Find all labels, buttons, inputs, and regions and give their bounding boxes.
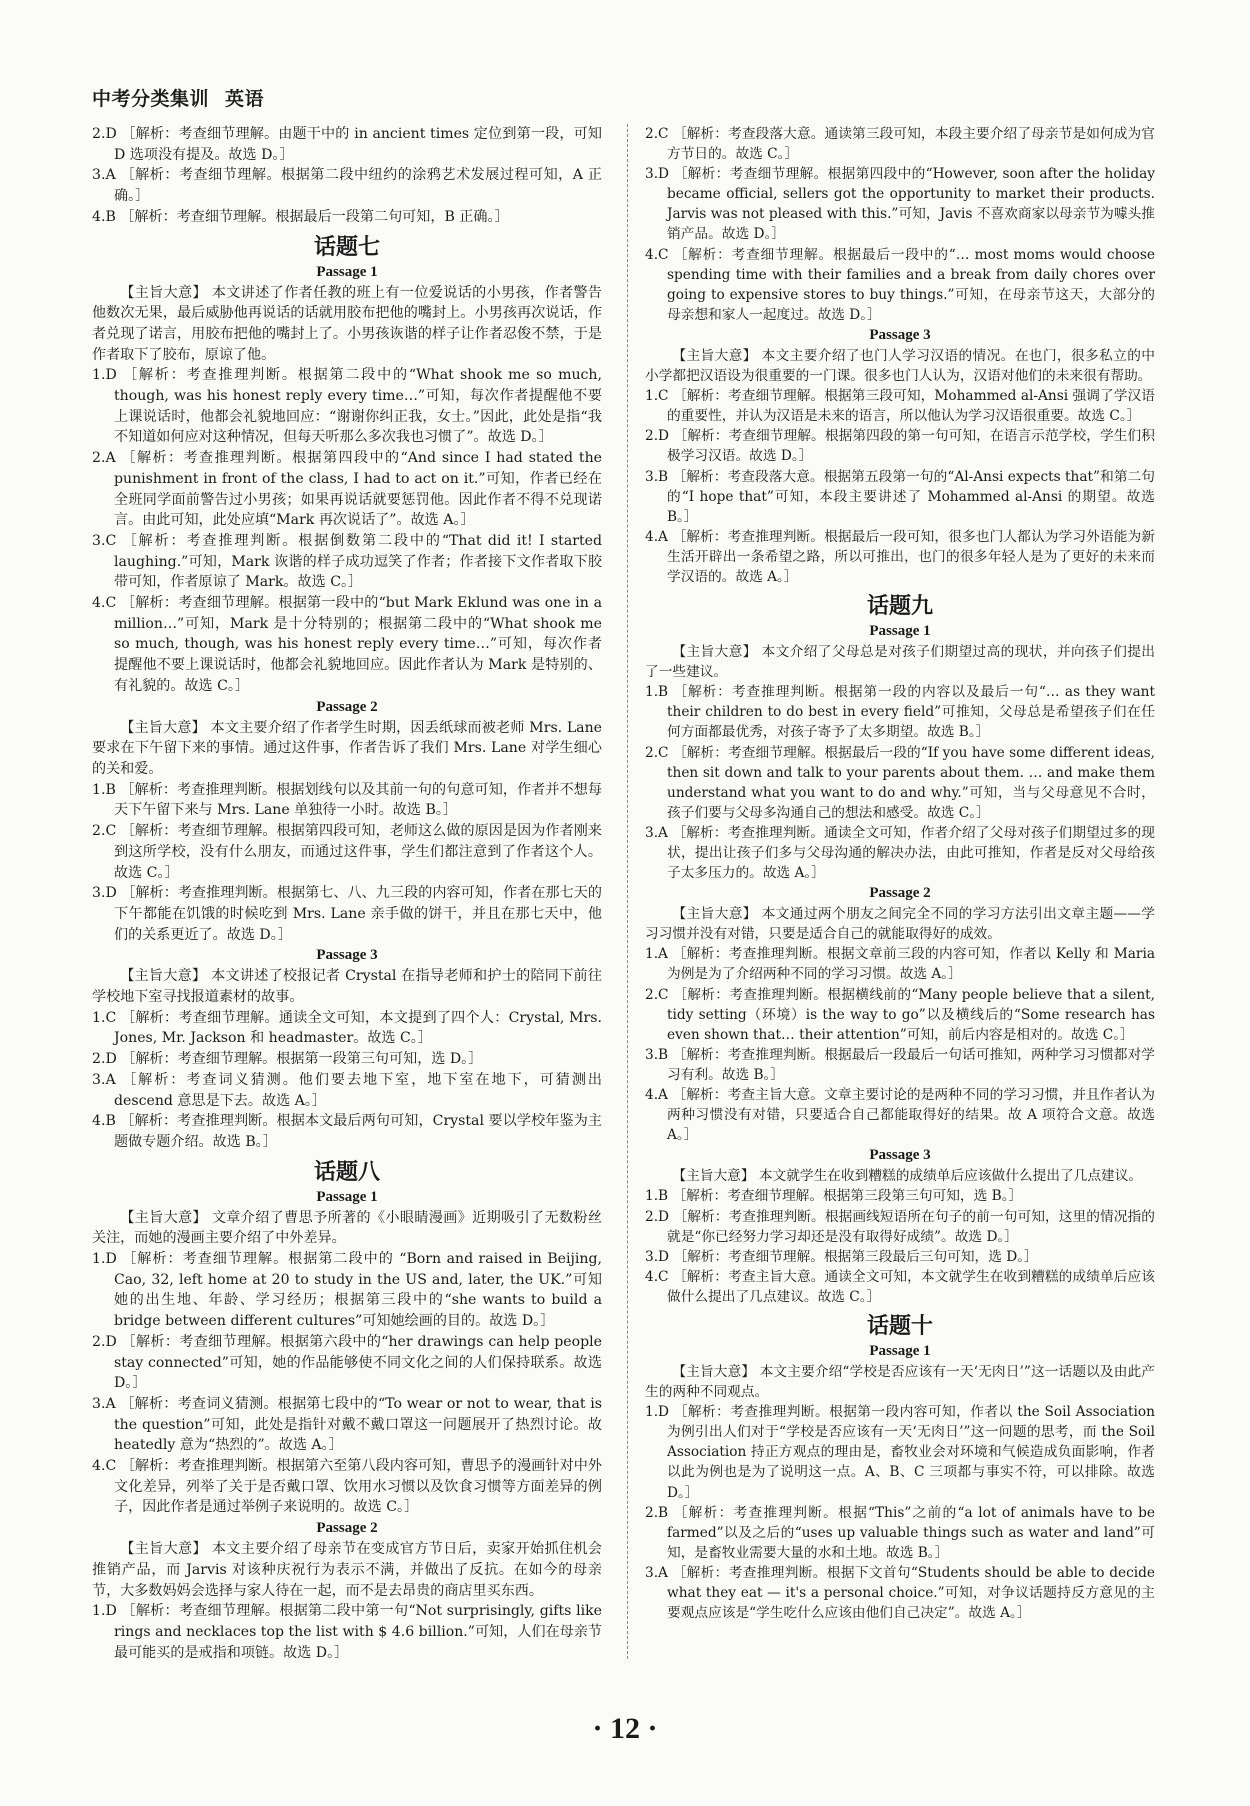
- answer-item: 2.C ［解析：考查推理判断。根据横线前的“Many people believe that a silent, tidy setting（环境）is the way to go”以及横线后的“Some research has even shown that… their attention”可知，前后内容是相对的。故选 C。］: [645, 986, 1155, 1043]
- answer-item: 4.A ［解析：考查主旨大意。文章主要讨论的是两种不同的学习习惯，并且作者认为两种习惯没有对错，只要适合自己都能取得好的结果。故 A 项符合文意。故选 A。］: [645, 1087, 1155, 1144]
- answer-item: 3.A ［解析：考查细节理解。根据第二段中纽约的涂鸦艺术发展过程可知，A 正确。］: [92, 167, 602, 205]
- answer-item: 1.B ［解析：考查推理判断。根据划线句以及其前一句的句意可知，作者并不想每天下午留下来与 Mrs. Lane 单独待一小时。故选 B。］: [92, 781, 602, 819]
- answer-item: 3.D ［解析：考查细节理解。根据第四段中的“However, soon after the holiday became official, sellers got the opportunity to market their products. Jarvis was not pleased with this.”可知，Javis 不喜欢商家以母亲节为噱头推销产品。故选 D。］: [645, 166, 1155, 243]
- answer-item: 3.A ［解析：考查词义猜测。根据第七段中的“To wear or not to wear, that is the question”可知，此处是指针对戴不戴口罩这一问题展开了热烈讨论。故 heatedly 意为“热烈的”。故选 A。］: [92, 1395, 602, 1454]
- passage-heading: Passage 1: [316, 1188, 378, 1205]
- main-idea-paragraph: 【主旨大意】 本文就学生在收到糟糕的成绩单后应该做什么提出了几点建议。: [672, 1168, 1143, 1185]
- answer-item: 2.D ［解析：考查细节理解。根据第一段第三句可知，选 D。］: [92, 1051, 483, 1068]
- answer-item: 4.A ［解析：考查推理判断。根据最后一段可知，很多也门人都认为学习外语能为新生活开辟出一条希望之路，所以可推出，也门的很多年轻人是为了更好的未来而学汉语的。故选 A。］: [645, 528, 1155, 585]
- answer-item: 1.D ［解析：考查细节理解。根据第二段中第一句“Not surprisingly, gifts like rings and necklaces top the list with $ 4.6 billion.”可知，人们在母亲节最可能买的是戒指和项链。故选 D。］: [92, 1603, 602, 1661]
- answer-item: 4.C ［解析：考查细节理解。根据第一段中的“but Mark Eklund was one in a million…”可知，Mark 是十分特别的；根据第二段中的“What shook me so much, though, was his honest reply every time…”可知，每次作者提醒他不要上课说话时，他都会礼貌地回应。因此作者认为 Mark 是特别的、有礼貌的。故选 C。］: [92, 595, 602, 694]
- passage-heading: Passage 2: [869, 885, 931, 902]
- answer-item: 2.D ［解析：考查细节理解。由题干中的 in ancient times 定位到第一段，可知 D 选项没有提及。故选 D。］: [92, 126, 602, 163]
- answer-item: 1.C ［解析：考查细节理解。通读全文可知，本文提到了四个人：Crystal, Mrs. Jones, Mr. Jackson 和 headmaster。故选 C。］: [92, 1009, 602, 1047]
- left-column: [92, 124, 602, 1663]
- answer-item: 3.A ［解析：考查推理判断。通读全文可知，作者介绍了父母对孩子们期望过多的现状，提出让孩子们多与父母沟通的解决办法，由此可推知，作者是反对父母给孩子太多压力的。故选 A。］: [645, 824, 1155, 882]
- answer-item: 1.C ［解析：考查细节理解。根据第三段可知，Mohammed al-Ansi 强调了学汉语的重要性，并认为汉语是未来的语言，所以他认为学习汉语很重要。故选 C。］: [645, 388, 1155, 425]
- answer-item: 2.C ［解析：考查细节理解。根据最后一段的“If you have some different ideas, then sit down and talk to your parents about them. … and make them understand what you want to do and why.”可知，当与父母意见不合时，孩子们要与父母多沟通自己的想法和感受。故选 C。］: [645, 744, 1155, 821]
- topic-heading: 话题七: [313, 233, 380, 260]
- answer-item: 3.D ［解析：考查细节理解。根据第三段最后三句可知，选 D。］: [645, 1248, 1038, 1265]
- answer-item: 2.A ［解析：考查推理判断。根据第四段中的“And since I had stated the punishment in front of the class, I had to act on it.”可知，作者已经在全班同学面前警告过小男孩；如果再说话就要惩罚他。因此作者不得不兑现诺言。由此可知，此处应填“Mark 再次说话了”。故选 A。］: [92, 450, 602, 529]
- answer-item: 1.B ［解析：考查推理判断。根据第一段的内容以及最后一句“… as they want their children to do best in every field”可推知，父母总是希望孩子们在任何方面都最优秀，对孩子寄予了太多期望。故选 B。］: [645, 684, 1155, 741]
- passage-heading: Passage 2: [316, 698, 378, 715]
- topic-heading: 话题九: [866, 593, 933, 620]
- answer-item: 4.C ［解析：考查细节理解。根据最后一段中的“… most moms would choose spending time with their families and a break from daily chores over going to expensive stores to buy things.”可知，在母亲节这天，大部分的母亲想和家人一起度过。故选 D。］: [645, 246, 1155, 323]
- right-column: [645, 124, 1155, 1623]
- answer-item: 3.B ［解析：考查段落大意。根据第五段第一句的“Al-Ansi expects that”和第二句的“I hope that”可知，本段主要讲述了 Mohammed al-Ansi 的期望。故选 B。］: [645, 468, 1155, 525]
- answer-item: 1.D ［解析：考查细节理解。根据第二段中的 “Born and raised in Beijing, Cao, 32, left home at 20 to study in the US and, later, the UK.”可知她的出生地、年龄、学习经历；根据第三段中的“she wants to build a bridge between different cultures”可知她绘画的目的。故选 D。］: [92, 1251, 602, 1330]
- answer-item: 1.D ［解析：考查推理判断。根据第一段内容可知，作者以 the Soil Association 为例引出人们对于“学校是否应该有一天‘无肉日’”这一问题的思考，而 the Soil Association 持正方观点的理由是，畜牧业会对环境和气候造成负面影响，作者以此为例也是为了说明这一点。A、B、C 三项都与事实不符，可以排除。故选 D。］: [645, 1404, 1155, 1501]
- main-idea-paragraph: 【主旨大意】 本文主要介绍了也门人学习汉语的情况。在也门，很多私立的中小学都把汉语设为很重要的一门课。很多也门人认为，汉语对他们的未来很有帮助。: [645, 347, 1155, 385]
- answer-item: 3.A ［解析：考查推理判断。根据下文首句“Students should be able to decide what they eat — it's a personal choice.”可知，对争议话题持反方意见的主要观点应该是“学生吃什么应该由他们自己决定”。故选 A。］: [645, 1564, 1155, 1622]
- main-idea-paragraph: 【主旨大意】 本文主要介绍了作者学生时期，因丢纸球而被老师 Mrs. Lane 要求在下午留下来的事情。通过这件事，作者告诉了我们 Mrs. Lane 对学生细心的关和爱。: [92, 719, 602, 777]
- book-title: 中考分类集训: [92, 88, 210, 110]
- answer-item: 2.D ［解析：考查细节理解。根据第六段中的“her drawings can help people stay connected”可知，她的作品能够使不同文化之间的人们保持联系。故选 D。］: [92, 1333, 602, 1392]
- answer-item: 3.B ［解析：考查推理判断。根据最后一段最后一句话可推知，两种学习习惯都对学习有利。故选 B。］: [645, 1046, 1155, 1083]
- page-number: · 12 ·: [592, 1712, 658, 1745]
- answer-item: 2.B ［解析：考查推理判断。根据“This”之前的“a lot of animals have to be farmed”以及之后的“uses up valuable things such as water and land”可知，是畜牧业需要大量的水和土地。故选 B。］: [645, 1504, 1155, 1561]
- answer-item: 2.C ［解析：考查段落大意。通读第三段可知，本段主要介绍了母亲节是如何成为官方节日的。故选 C。］: [645, 126, 1155, 163]
- main-idea-paragraph: 【主旨大意】 本文通过两个朋友之间完全不同的学习方法引出文章主题——学习习惯并没有对错，只要是适合自己的就能取得好的成效。: [645, 906, 1155, 943]
- answer-item: 3.C ［解析：考查推理判断。根据倒数第二段中的“That did it! I started laughing.”可知，Mark 诙谐的样子成功逗笑了作者；作者接下文作者取下胶带可知，作者原谅了 Mark。故选 C。］: [92, 532, 602, 591]
- answer-item: 4.C ［解析：考查主旨大意。通读全文可知，本文就学生在收到糟糕的成绩单后应该做什么提出了几点建议。故选 C。］: [645, 1268, 1155, 1305]
- answer-item: 1.A ［解析：考查推理判断。根据文章前三段的内容可知，作者以 Kelly 和 Maria 为例是为了介绍两种不同的学习习惯。故选 A。］: [645, 946, 1155, 983]
- topic-heading: 话题八: [313, 1158, 380, 1185]
- answer-item: 1.B ［解析：考查细节理解。根据第三段第三句可知，选 B。］: [645, 1188, 1023, 1205]
- passage-heading: Passage 2: [316, 1520, 378, 1537]
- passage-heading: Passage 1: [316, 263, 378, 280]
- answer-item: 3.D ［解析：考查推理判断。根据第七、八、九三段的内容可知，作者在那七天的下午都能在饥饿的时候吃到 Mrs. Lane 亲手做的饼干，并且在那七天中，他们的关系更近了。故选 D。］: [92, 885, 602, 943]
- answer-item: 4.B ［解析：考查细节理解。根据最后一段第二句可知，B 正确。］: [92, 208, 509, 225]
- answer-item: 4.C ［解析：考查推理判断。根据第六至第八段内容可知，曹思予的漫画针对中外文化差异，列举了关于是否戴口罩、饮用水习惯以及饮食习惯等方面差异的例子，因此作者是通过举例子来说明的。故选 C。］: [92, 1458, 602, 1516]
- answer-item: 3.A ［解析：考查词义猜测。他们要去地下室，地下室在地下，可猜测出 descend 意思是下去。故选 A。］: [92, 1071, 602, 1109]
- answer-item: 2.C ［解析：考查细节理解。根据第四段可知，老师这么做的原因是因为作者刚来到这所学校，没有什么朋友，而通过这件事，学生们都注意到了作者这个人。故选 C。］: [92, 823, 602, 881]
- subject-label: 英语: [225, 88, 265, 110]
- page-header: [92, 84, 280, 111]
- passage-heading: Passage 3: [869, 1147, 931, 1164]
- answer-item: 4.B ［解析：考查推理判断。根据本文最后两句可知，Crystal 要以学校年鉴为主题做专题介绍。故选 B。］: [92, 1113, 602, 1150]
- main-idea-paragraph: 【主旨大意】 本文讲述了作者任教的班上有一位爱说话的小男孩，作者警告他数次无果，最后威胁他再说话的话就用胶布把他的嘴封上。小男孩再次说话，作者兑现了诺言，用胶布把他的嘴封上了。小男孩诙谐的样子让作者忍俊不禁，于是作者取下了胶布，原谅了他。: [92, 284, 602, 363]
- passage-heading: Passage 3: [316, 947, 378, 964]
- passage-heading: Passage 3: [869, 326, 931, 343]
- answer-item: 2.D ［解析：考查细节理解。根据第四段的第一句可知，在语言示范学校，学生们积极学习汉语。故选 D。］: [645, 428, 1155, 465]
- main-idea-paragraph: 【主旨大意】 本文主要介绍“学校是否应该有一天‘无肉日’”这一话题以及由此产生的两种不同观点。: [645, 1363, 1155, 1401]
- answer-item: 2.D ［解析：考查推理判断。根据画线短语所在句子的前一句可知，这里的情况指的就是“你已经努力学习却还是没有取得好成绩”。故选 D。］: [645, 1208, 1155, 1245]
- column-divider: [627, 124, 628, 1659]
- main-idea-paragraph: 【主旨大意】 本文讲述了校报记者 Crystal 在指导老师和护士的陪同下前往学校地下室寻找报道素材的故事。: [92, 968, 602, 1006]
- answer-item: 1.D ［解析：考查推理判断。根据第二段中的“What shook me so much, though, was his honest reply every time…”可知，每次作者提醒他不要上课说话时，他都会礼貌地回应：“谢谢你纠正我，女士。”因此，此处是指“我不知道如何应对这种情况，但每天听那么多次我也习惯了”。故选 D。］: [92, 367, 602, 446]
- main-idea-paragraph: 【主旨大意】 本文介绍了父母总是对孩子们期望过高的现状，并向孩子们提出了一些建议。: [645, 644, 1155, 681]
- passage-heading: Passage 1: [869, 1342, 931, 1359]
- main-idea-paragraph: 【主旨大意】 文章介绍了曹思予所著的《小眼睛漫画》近期吸引了无数粉丝关注，而她的漫画主要介绍了中外差异。: [92, 1209, 602, 1247]
- topic-heading: 话题十: [866, 1312, 933, 1339]
- main-idea-paragraph: 【主旨大意】 本文主要介绍了母亲节在变成官方节日后，卖家开始抓住机会推销产品，而 Jarvis 对该种庆祝行为表示不满，并做出了反抗。在如今的母亲节，大多数妈妈会选择与家人待在一起，而不是去昂贵的商店里买东西。: [92, 1541, 602, 1599]
- passage-heading: Passage 1: [869, 623, 931, 640]
